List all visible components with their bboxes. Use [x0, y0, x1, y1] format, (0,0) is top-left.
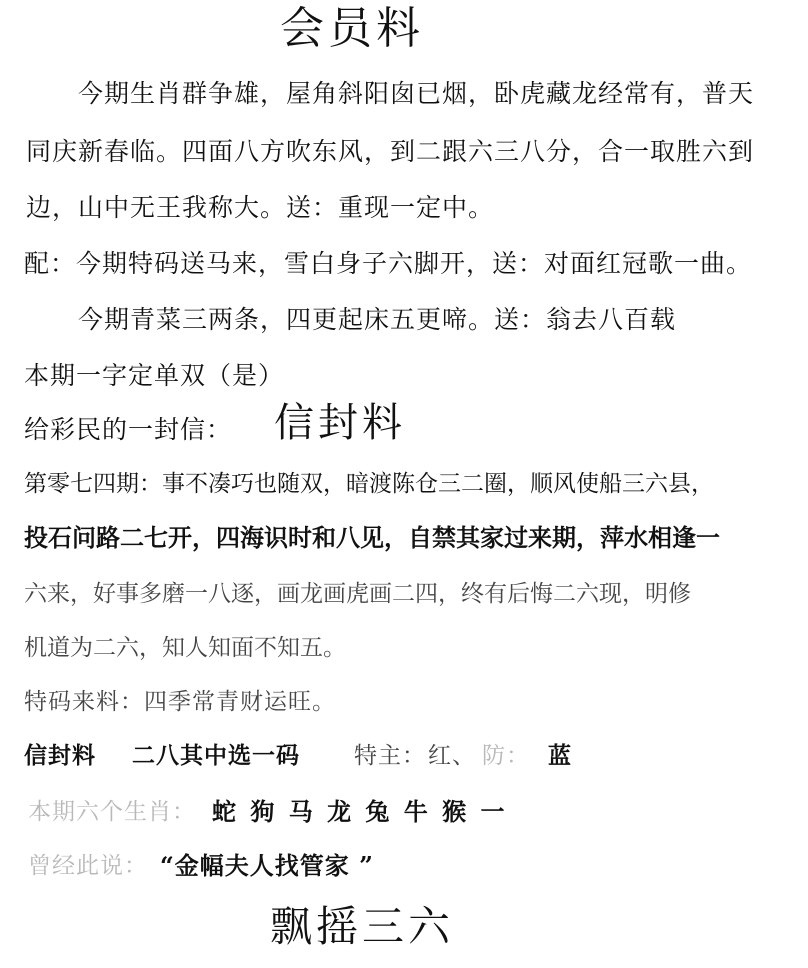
xinfeng-pick: 二八其中选一码: [132, 742, 300, 769]
quote-text: “金幅夫人找管家 ”: [160, 851, 374, 880]
quote-label: 曾经此说：: [28, 853, 148, 879]
page-title-top: 会员料: [280, 3, 424, 54]
shengxiao-label: 本期六个生肖：: [28, 799, 196, 825]
letter-title: 信封料: [274, 400, 406, 446]
letter-body-line1: 第零七四期：事不凑巧也随双，暗渡陈仓三二圈，顺风使船三六县，: [24, 471, 714, 497]
para1-line3: 边，山中无王我称大。送：重现一定中。: [26, 193, 495, 222]
para3-line: 今期青菜三两条，四更起床五更啼。送：翁去八百载: [78, 305, 677, 334]
xinfeng-fang-value: 蓝: [548, 742, 572, 769]
xinfeng-zhu-label: 特主：: [354, 743, 426, 769]
xinfeng-zhu-value: 红、: [428, 743, 476, 769]
pei-line: 配：今期特码送马来，雪白身子六脚开，送：对面红冠歌一曲。: [24, 249, 753, 278]
danshuang-line: 本期一字定单双（是）: [24, 361, 285, 390]
letter-body-line3: 六来，好事多磨一八逐，画龙画虎画二四，终有后悔二六现，明修: [24, 581, 691, 607]
xinfeng-label: 信封料: [24, 742, 96, 769]
letter-label: 给彩民的一封信：: [24, 415, 233, 444]
letter-body-line2: 投石问路二七开，四海识时和八见，自禁其家过来期，萍水相逢一: [24, 523, 720, 552]
page-title-bottom: 飘摇三六: [270, 902, 455, 951]
temalai-line: 特码来料：四季常青财运旺。: [24, 689, 336, 715]
letter-body-line4: 机道为二六，知人知面不知五。: [24, 635, 346, 661]
shengxiao-animals: 蛇 狗 马 龙 兔 牛 猴 一: [212, 797, 508, 826]
xinfeng-fang-label: 防：: [482, 743, 530, 769]
para1-line1: 今期生肖群争雄，屋角斜阳囱已烟，卧虎藏龙经常有，普天: [78, 79, 755, 108]
para1-line2: 同庆新春临。四面八方吹东风，到二跟六三八分，合一取胜六到: [26, 137, 755, 166]
